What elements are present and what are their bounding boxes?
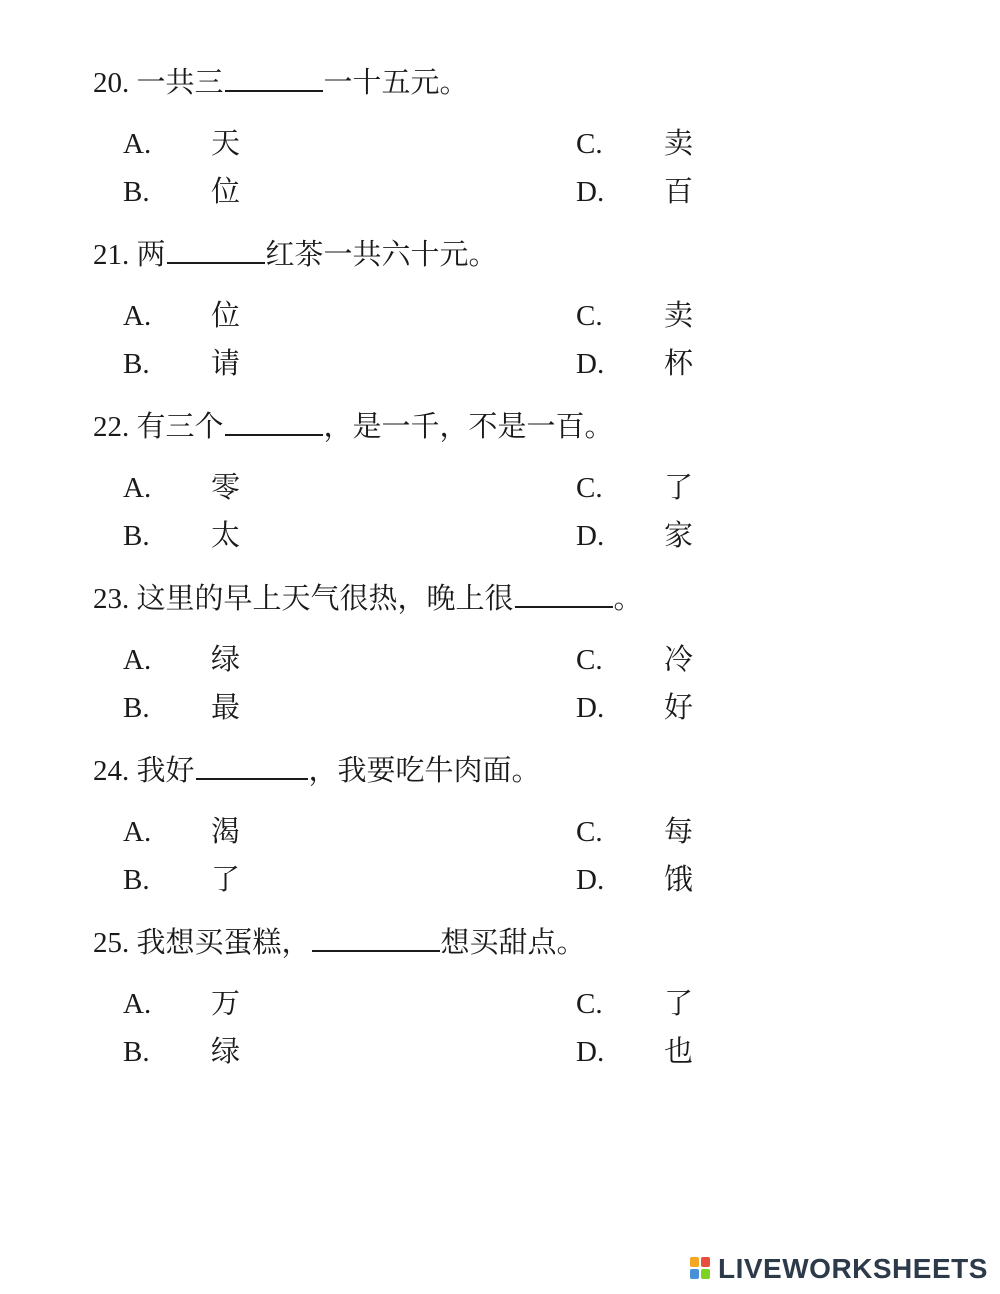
option-letter: D. — [576, 692, 605, 724]
answer-blank[interactable] — [312, 922, 440, 952]
logo-square-icon — [701, 1257, 710, 1267]
stem-after: 。 — [613, 583, 643, 615]
option-text: 冷 — [664, 644, 694, 676]
option-letter: D. — [576, 348, 605, 380]
logo-square-icon — [701, 1269, 710, 1279]
question-number: 20. — [93, 67, 130, 99]
stem-before: 我想买蛋糕， — [136, 927, 311, 959]
logo-square-icon — [690, 1257, 699, 1267]
stem-after: 想买甜点。 — [440, 927, 586, 959]
answer-blank[interactable] — [167, 234, 265, 264]
stem-after: 红茶一共六十元。 — [265, 239, 498, 271]
option-letter: B. — [123, 520, 150, 552]
stem-before: 一共三 — [136, 67, 224, 99]
option-b[interactable] — [123, 860, 423, 900]
option-letter: A. — [123, 644, 152, 676]
question-number: 25. — [93, 927, 130, 959]
option-c[interactable] — [576, 812, 876, 852]
liveworksheets-logo — [690, 1251, 990, 1287]
option-text: 了 — [664, 988, 694, 1020]
option-text: 绿 — [211, 1036, 241, 1068]
option-b[interactable] — [123, 344, 423, 384]
stem-after: ，是一千，不是一百。 — [323, 411, 614, 443]
question-number: 21. — [93, 239, 130, 271]
option-text: 了 — [664, 472, 694, 504]
option-text: 也 — [664, 1036, 694, 1068]
option-letter: C. — [576, 128, 603, 160]
option-a[interactable] — [123, 812, 423, 852]
option-a[interactable] — [123, 984, 423, 1024]
answer-blank[interactable] — [225, 62, 323, 92]
option-d[interactable] — [576, 1032, 876, 1072]
option-letter: A. — [123, 816, 152, 848]
option-text: 位 — [211, 300, 241, 332]
option-d[interactable] — [576, 344, 876, 384]
option-letter: D. — [576, 864, 605, 896]
question-stem — [93, 922, 586, 963]
logo-text: LIVEWORKSHEETS — [718, 1253, 988, 1284]
question-stem — [93, 406, 614, 447]
question-number: 24. — [93, 755, 130, 787]
option-text: 卖 — [664, 128, 694, 160]
option-letter: C. — [576, 472, 603, 504]
option-letter: C. — [576, 988, 603, 1020]
option-letter: C. — [576, 644, 603, 676]
option-a[interactable] — [123, 124, 423, 164]
option-text: 绿 — [211, 644, 241, 676]
answer-blank[interactable] — [196, 750, 308, 780]
option-text: 天 — [211, 128, 241, 160]
option-c[interactable] — [576, 124, 876, 164]
stem-before: 这里的早上天气很热，晚上很 — [136, 583, 514, 615]
option-text: 杯 — [664, 348, 694, 380]
option-text: 了 — [211, 864, 241, 896]
answer-blank[interactable] — [515, 578, 613, 608]
option-letter: A. — [123, 128, 152, 160]
logo-mark-icon — [690, 1257, 712, 1281]
option-d[interactable] — [576, 516, 876, 556]
option-text: 百 — [664, 176, 694, 208]
option-text: 万 — [211, 988, 241, 1020]
option-letter: B. — [123, 864, 150, 896]
option-a[interactable] — [123, 468, 423, 508]
option-letter: D. — [576, 176, 605, 208]
option-b[interactable] — [123, 172, 423, 212]
question-number: 23. — [93, 583, 130, 615]
option-text: 请 — [211, 348, 241, 380]
option-c[interactable] — [576, 984, 876, 1024]
option-b[interactable] — [123, 1032, 423, 1072]
logo-square-icon — [690, 1269, 699, 1279]
option-d[interactable] — [576, 688, 876, 728]
option-text: 位 — [211, 176, 241, 208]
stem-before: 我好 — [136, 755, 195, 787]
option-letter: A. — [123, 472, 152, 504]
stem-after: ，我要吃牛肉面。 — [308, 755, 541, 787]
option-letter: B. — [123, 692, 150, 724]
option-text: 卖 — [664, 300, 694, 332]
option-text: 最 — [211, 692, 241, 724]
option-c[interactable] — [576, 468, 876, 508]
question-number: 22. — [93, 411, 130, 443]
option-text: 好 — [664, 692, 694, 724]
stem-before: 有三个 — [136, 411, 224, 443]
option-c[interactable] — [576, 296, 876, 336]
option-c[interactable] — [576, 640, 876, 680]
option-letter: C. — [576, 816, 603, 848]
option-text: 太 — [211, 520, 241, 552]
option-letter: B. — [123, 1036, 150, 1068]
option-text: 饿 — [664, 864, 694, 896]
option-b[interactable] — [123, 688, 423, 728]
option-d[interactable] — [576, 860, 876, 900]
stem-before: 两 — [136, 239, 166, 271]
question-stem — [93, 234, 498, 275]
option-b[interactable] — [123, 516, 423, 556]
option-text: 零 — [211, 472, 241, 504]
option-text: 渴 — [211, 816, 241, 848]
option-a[interactable] — [123, 640, 423, 680]
option-letter: B. — [123, 348, 150, 380]
option-text: 每 — [664, 816, 694, 848]
option-letter: C. — [576, 300, 603, 332]
option-text: 家 — [664, 520, 694, 552]
question-stem — [93, 578, 643, 619]
option-letter: D. — [576, 1036, 605, 1068]
question-stem — [93, 750, 541, 791]
stem-after: 一十五元。 — [323, 67, 469, 99]
option-letter: A. — [123, 988, 152, 1020]
option-letter: D. — [576, 520, 605, 552]
option-d[interactable] — [576, 172, 876, 212]
answer-blank[interactable] — [225, 406, 323, 436]
question-stem — [93, 62, 469, 103]
option-letter: B. — [123, 176, 150, 208]
option-letter: A. — [123, 300, 152, 332]
option-a[interactable] — [123, 296, 423, 336]
